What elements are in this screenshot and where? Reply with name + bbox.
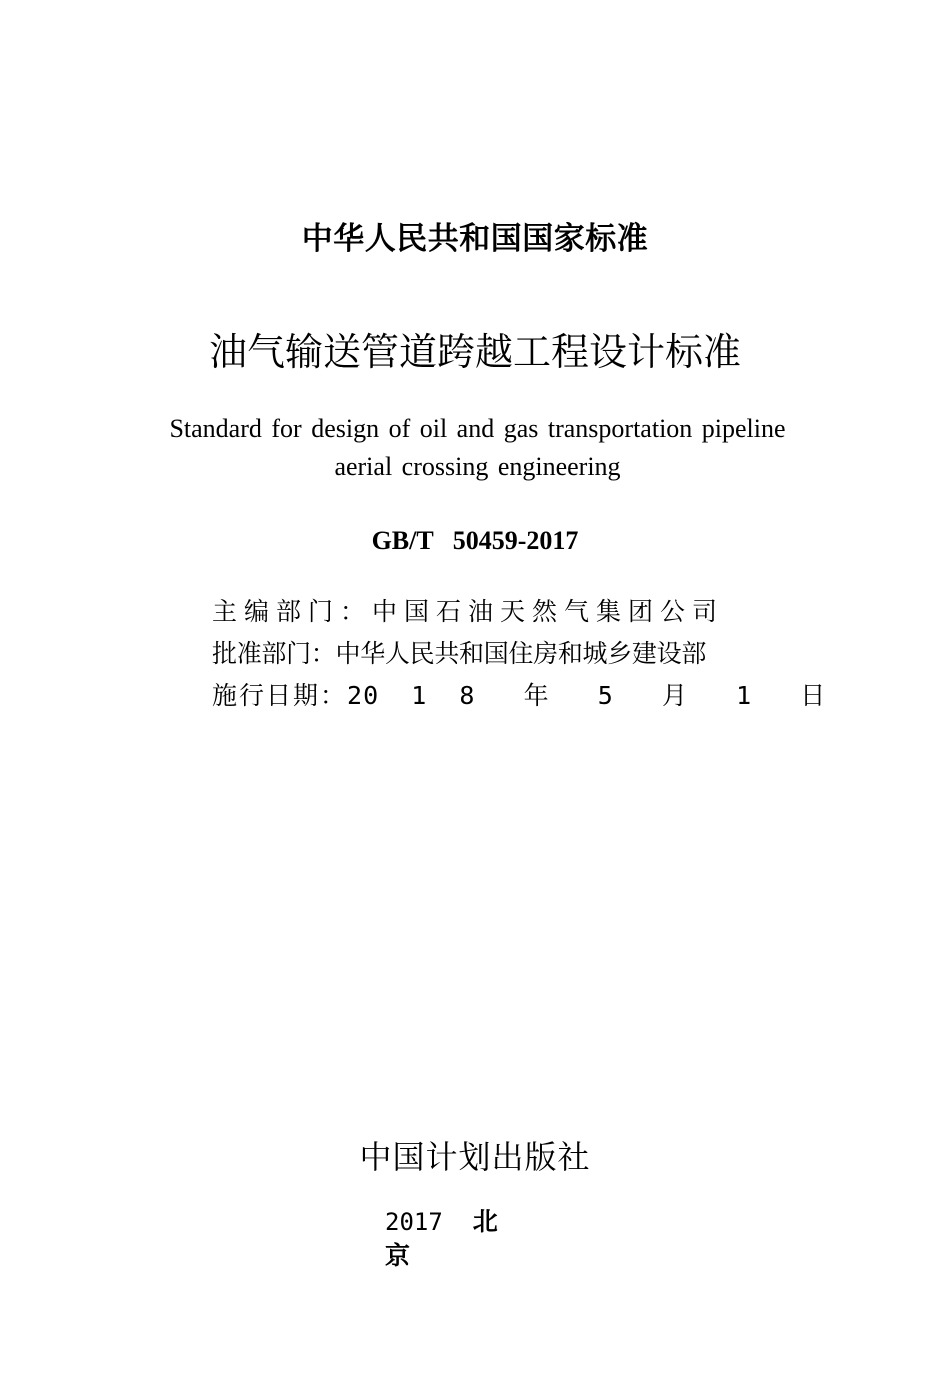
national-standard-heading: 中华人民共和国国家标准 <box>301 221 649 257</box>
approval-department-row <box>212 633 832 675</box>
effective-date-row <box>212 675 832 717</box>
publication-year-place <box>385 1205 515 1273</box>
approval-department-label: 批准部门： <box>212 639 336 668</box>
editor-department-value: 中国石油天然气集团公司 <box>372 597 725 626</box>
editor-department-row <box>212 591 832 633</box>
editor-department-label: 主编部门： <box>212 597 373 626</box>
effective-date-value: 20 1 8 年 5 月 1 日 <box>347 681 827 710</box>
publication-year: 2017 <box>385 1208 443 1236</box>
standard-title-english <box>140 410 815 486</box>
publication-info <box>212 591 832 717</box>
publication-city: 北京 <box>385 1207 498 1270</box>
standard-code: GB/T 50459-2017 <box>371 526 579 555</box>
publisher-name: 中国计划出版社 <box>359 1138 591 1176</box>
standard-title-chinese: 油气输送管道跨越工程设计标准 <box>208 330 741 374</box>
approval-department-value: 中华人民共和国住房和城乡建设部 <box>335 639 707 668</box>
english-title-line-1: Standard for design of oil and gas transportation pipeline <box>169 414 786 443</box>
effective-date-label: 施行日期： <box>212 681 348 710</box>
english-title-line-2: aerial crossing engineering <box>334 452 621 481</box>
